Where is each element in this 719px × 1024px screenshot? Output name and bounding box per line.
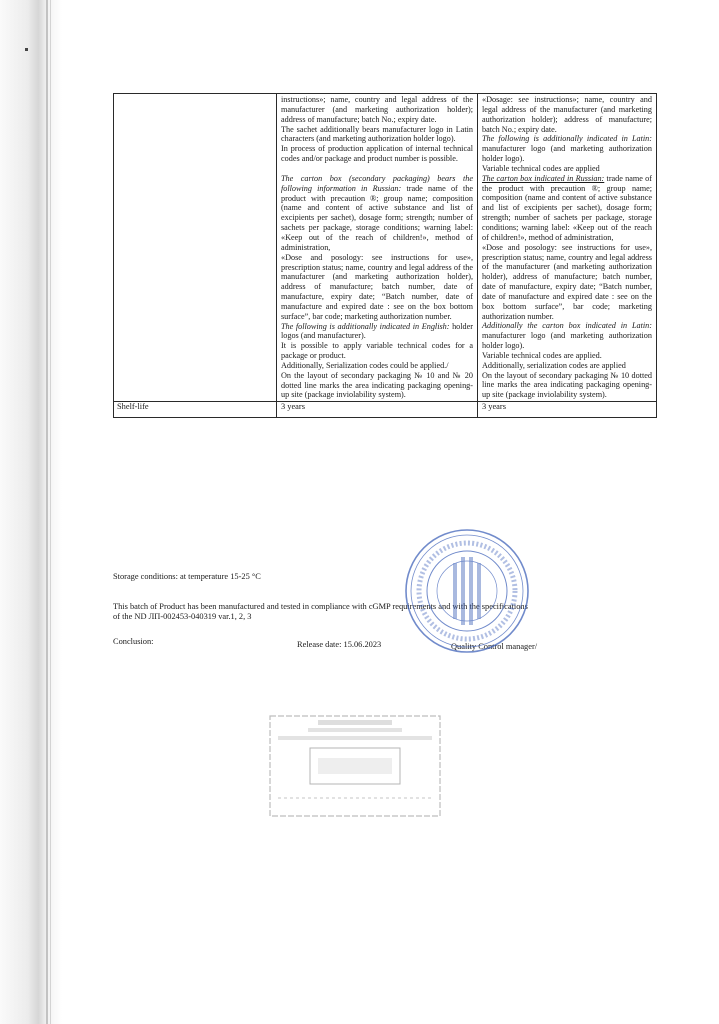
- qc-release-stamp: [268, 714, 442, 818]
- shelf-life-label: Shelf-life: [114, 402, 277, 418]
- paragraph: Additionally, serialization codes are applied: [482, 360, 626, 370]
- conclusion-label: Conclusion:: [113, 637, 154, 646]
- italic-heading: The carton box (secondary packaging) bears the following information in Russian:: [281, 173, 473, 193]
- shelf-life-requirement: 3 years: [277, 402, 478, 418]
- scan-speck: [25, 48, 28, 51]
- qc-manager-signature-label: Quality Control manager/: [451, 642, 538, 651]
- scan-binding-line: [46, 0, 48, 1024]
- paragraph: instructions»; name, country and legal address of the manufacturer (and marketing authorization holder); address of manufacture; batch No.; expiry date.: [281, 95, 473, 124]
- paragraph: On the layout of secondary packaging № 10 dotted line marks the area indicating packaging opening-up site (package inviolability system).: [482, 370, 652, 400]
- italic-heading: The following is additionally indicated in Latin:: [482, 134, 652, 144]
- paragraph: «Dosage: see instructions»; name, country and legal address of the manufacturer (and marketing authorization holder); address of manufacture; batch No.; expiry date.: [482, 95, 652, 134]
- scan-binding-line-secondary: [50, 0, 51, 1024]
- results-cell: [478, 94, 657, 402]
- paragraph: The following is additionally indicated in Latin: manufacturer logo (and marketing authorization holder logo).: [482, 134, 652, 164]
- paragraph: It is possible to apply variable technical codes for a package or product.: [281, 341, 473, 361]
- company-seal-stamp: [403, 527, 531, 655]
- scan-edge-shadow: [0, 0, 62, 1024]
- shelf-life-result: 3 years: [478, 402, 657, 418]
- paragraph: The carton box (secondary packaging) bears the following information in Russian: trade name of the product with precaution ®; group name; composition (name and content of active substance and list of excipients per sachet), dosage form; strength; number of sachets per package, storage conditions; warning label: «Keep out of the reach of children!», method of administration,: [281, 173, 473, 252]
- specification-table: [113, 93, 657, 418]
- storage-conditions: Storage conditions: at temperature 15-25 °C: [113, 572, 261, 581]
- row-label-cell-empty: [114, 94, 277, 402]
- table-row-shelf-life: [114, 402, 657, 418]
- compliance-statement-line2: of the ND ЛП-002453-040319 var.1, 2, 3: [113, 612, 252, 621]
- paragraph: Variable technical codes are applied.: [482, 350, 602, 360]
- paragraph: Variable technical codes are applied: [482, 163, 600, 173]
- requirements-cell: [277, 94, 478, 402]
- paragraph: Additionally, Serialization codes could be applied./: [281, 360, 449, 370]
- compliance-statement-line1: This batch of Product has been manufactured and tested in compliance with cGMP requirements and with the specifications: [113, 602, 528, 611]
- paragraph: «Dose and posology: see instructions for use», prescription status; name, country and legal address of the manufacturer (and marketing authorization holder), address of manufacture; batch number, date of manufacture, expiry date; “Batch number, date of manufacture and expired date : see on the box bottom surface”, bar code; marketing authorization number.: [281, 252, 473, 321]
- table-row-packaging: [114, 94, 657, 402]
- italic-heading: The following is additionally indicated in English:: [281, 321, 450, 331]
- paragraph: The following is additionally indicated in English: holder logos (and manufacturer).: [281, 321, 474, 341]
- paragraph: The sachet additionally bears manufacturer logo in Latin characters (and marketing authorization holder logo).: [281, 124, 473, 144]
- paragraph: In process of production application of internal technical codes and/or package and product number is possible.: [281, 144, 473, 164]
- paragraph: The carton box indicated in Russian: trade name of the product with precaution ®; group name; composition (name and content of active substance and list of excipients per sachet), dosage form; strength; number of sachets per package, storage conditions; warning label: «Keep out of the reach of children!», method of administration,: [482, 173, 652, 242]
- underlined-heading: The carton box indicated in Russian:: [482, 173, 605, 183]
- release-date: Release date: 15.06.2023: [297, 640, 382, 649]
- paragraph: «Dose and posology: see instructions for use», prescription status; name, country and legal address of the manufacturer (and marketing authorization holder), address of manufacture; batch number, date of manufacture, expiry date; “Batch number, date of manufacture and expired date : see on the box bottom surface”, bar code; marketing authorization number.: [482, 242, 652, 321]
- italic-heading: Additionally the carton box indicated in Latin:: [482, 321, 652, 331]
- paragraph: Additionally the carton box indicated in Latin: manufacturer logo (and marketing authorization holder logo).: [482, 321, 652, 351]
- paragraph: On the layout of secondary packaging № 10 and № 20 dotted line marks the area indicating packaging opening-up site (package inviolability system).: [281, 370, 473, 400]
